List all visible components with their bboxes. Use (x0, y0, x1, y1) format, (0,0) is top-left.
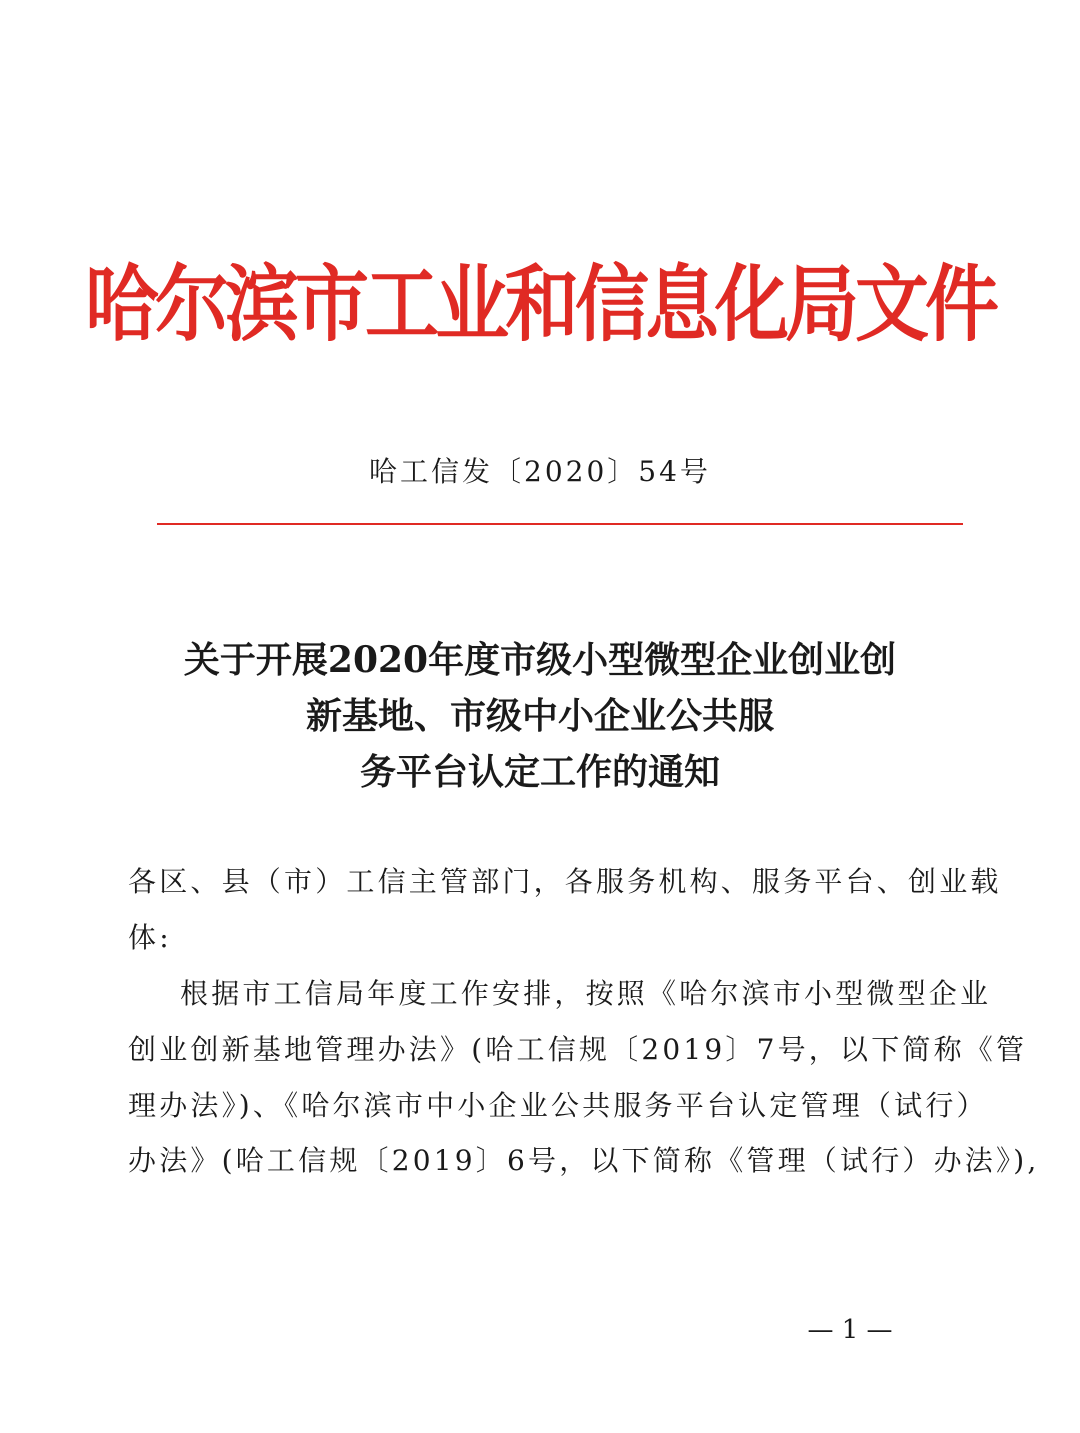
document-number: 哈工信发〔2020〕54号 (369, 455, 711, 488)
body-paragraph-line: 理办法》)、《哈尔滨市中小企业公共服务平台认定管理（试行） (128, 1089, 988, 1122)
notice-title (100, 632, 980, 800)
salutation-line: 体: (128, 921, 172, 954)
body-paragraph-line: 根据市工信局年度工作安排，按照《哈尔滨市小型微型企业 (180, 977, 992, 1010)
notice-title-line: 新基地、市级中小企业公共服 (305, 695, 774, 737)
body-paragraph-line: 办法》(哈工信规〔2019〕6号，以下简称《管理（试行）办法》), (128, 1144, 1040, 1177)
salutation-line: 各区、县（市）工信主管部门，各服务机构、服务平台、创业载 (128, 865, 1002, 898)
notice-title-line: 务平台认定工作的通知 (359, 751, 720, 793)
header-divider-line (157, 523, 963, 525)
body-paragraph-line: 创业创新基地管理办法》(哈工信规〔2019〕7号，以下简称《管 (128, 1033, 1028, 1066)
notice-title-line: 关于开展2020年度市级小型微型企业创业创 (183, 639, 897, 681)
page-number: — 1 — (807, 1315, 893, 1345)
issuing-authority-header: 哈尔滨市工业和信息化局文件 (85, 256, 995, 354)
